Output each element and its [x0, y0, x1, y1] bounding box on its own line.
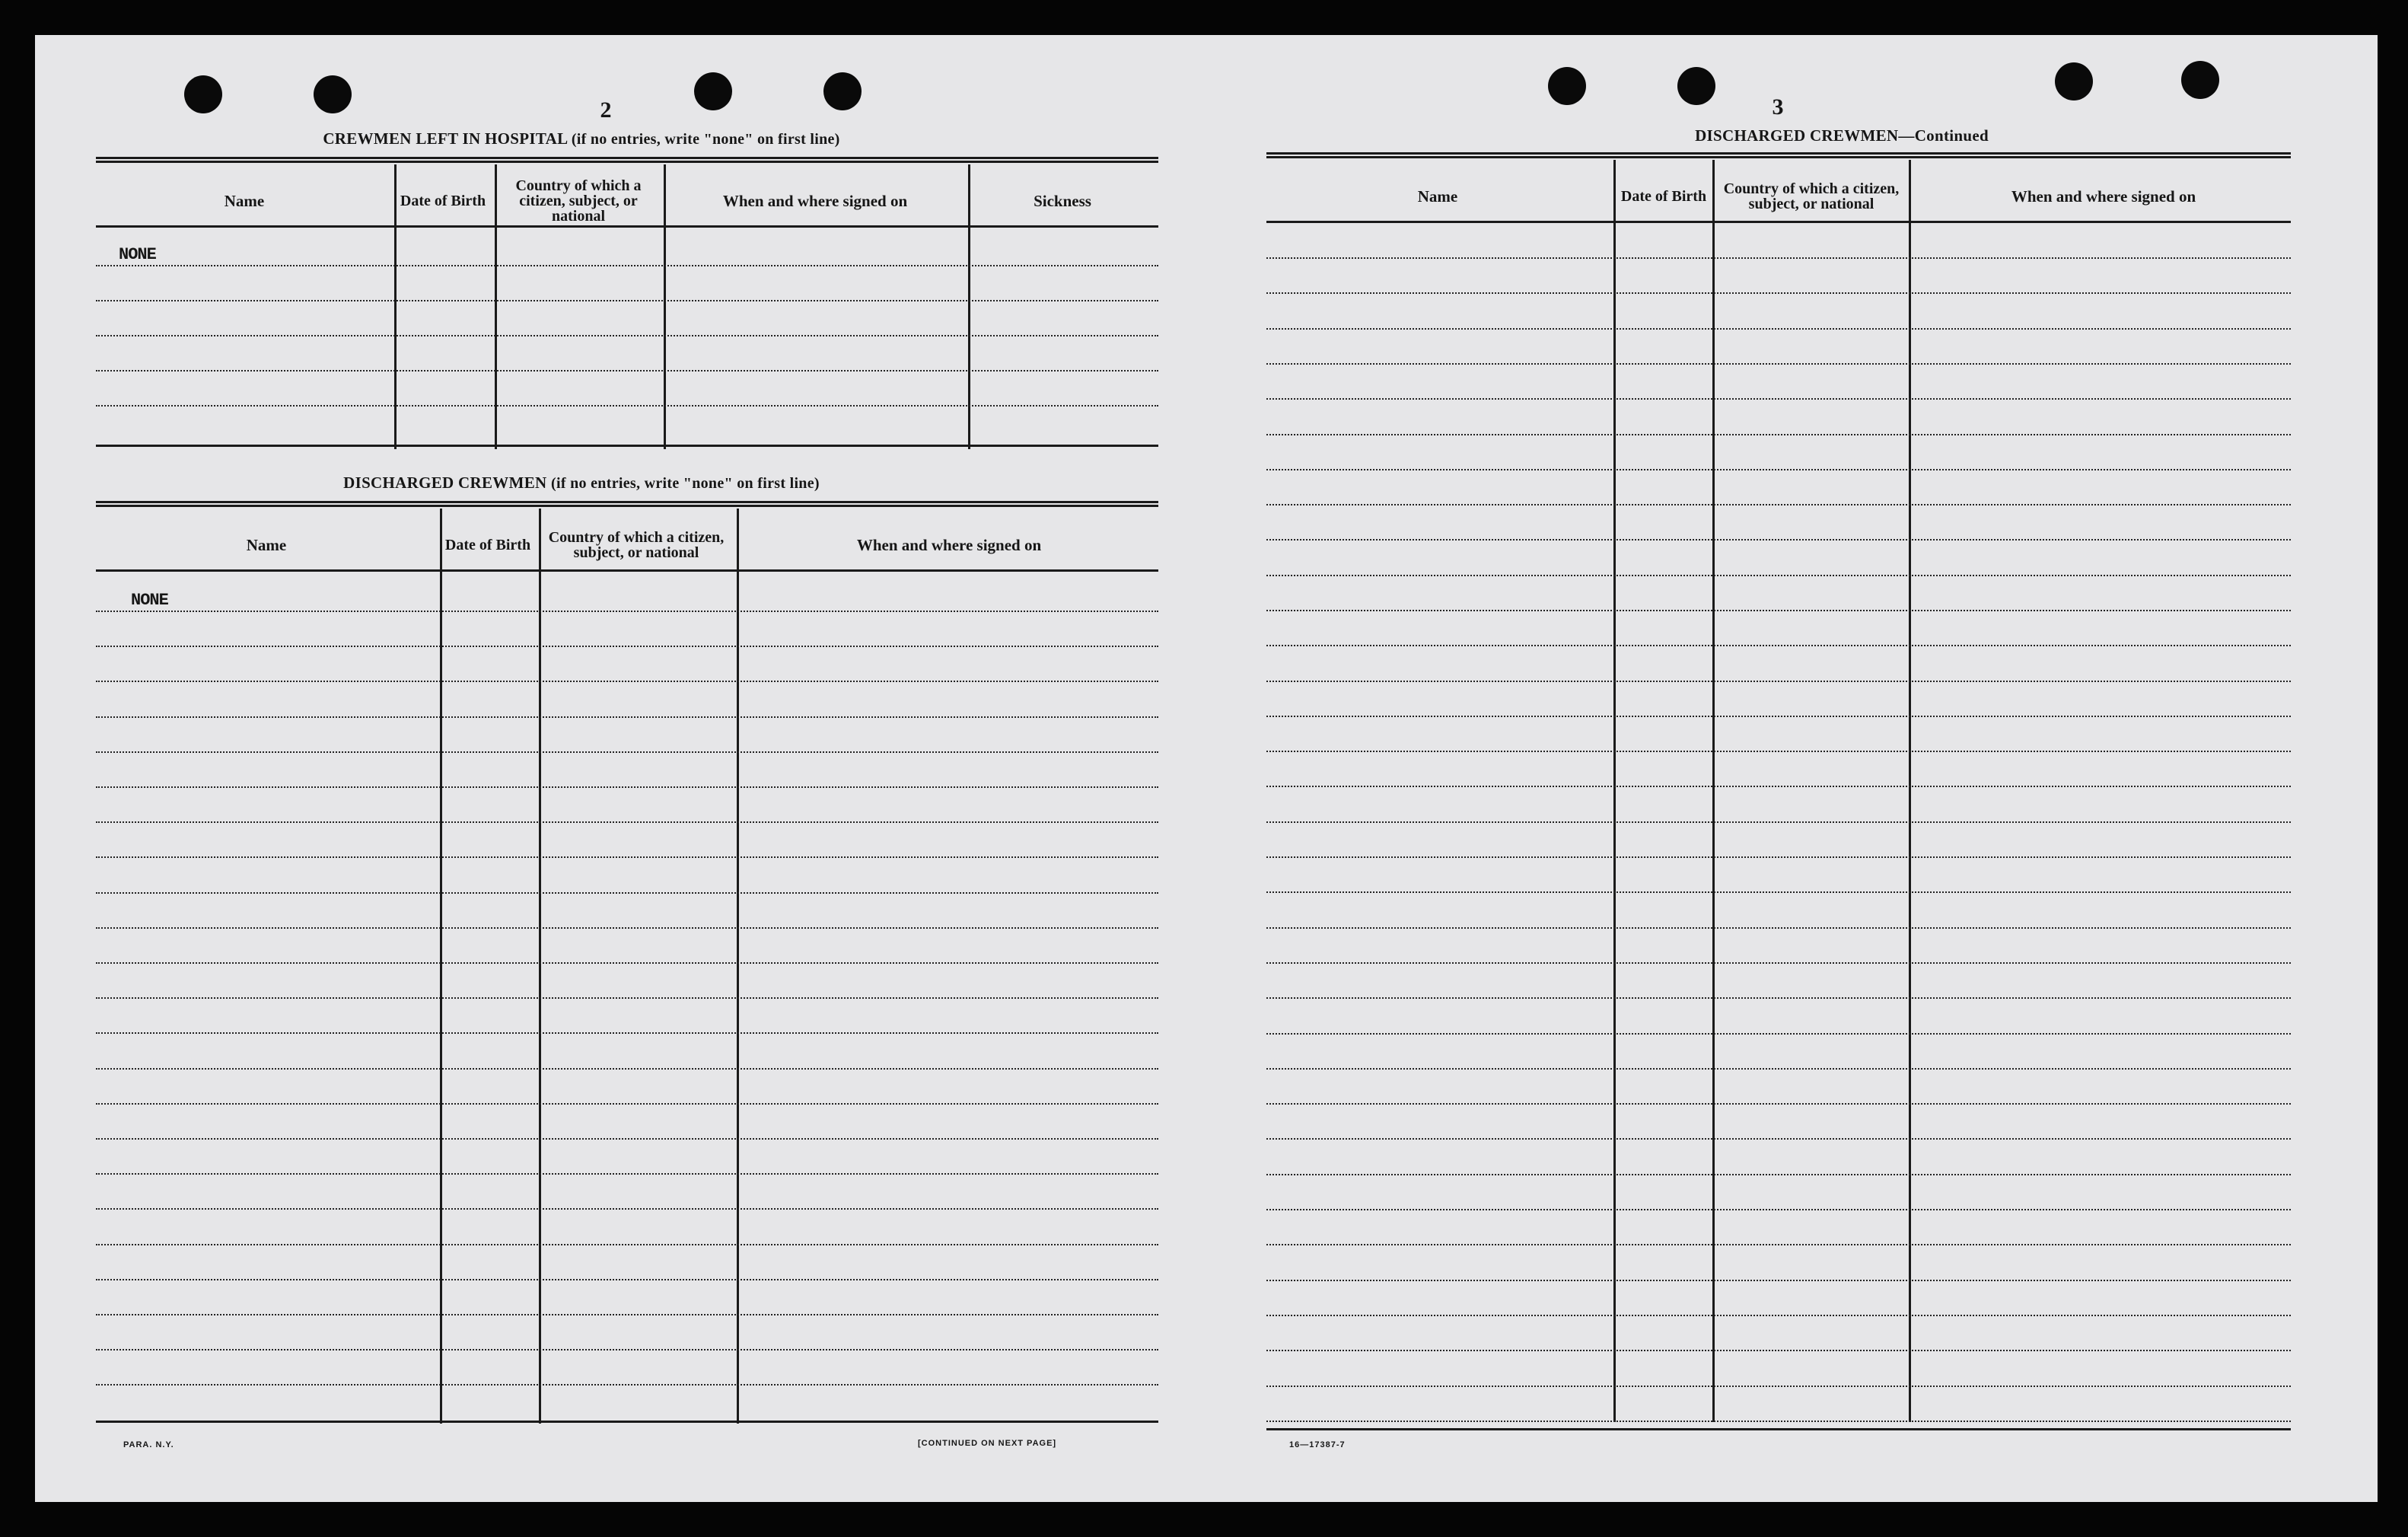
- ruled-line: [1266, 1315, 2291, 1316]
- continued-col-country: Country of which a citizen, subject, or national: [1723, 180, 1900, 212]
- ruled-line: [96, 681, 1158, 682]
- discharged-col-name: Name: [246, 536, 287, 554]
- ruled-line: [96, 892, 1158, 894]
- continued-header-rule: [1266, 152, 2291, 158]
- ruled-line: [1266, 575, 2291, 576]
- ruled-line: [96, 1208, 1158, 1210]
- ruled-line: [1266, 363, 2291, 365]
- ruled-line: [1266, 1209, 2291, 1210]
- printer-mark: PARA. N.Y.: [123, 1440, 174, 1449]
- continued-col-signed-on: When and where signed on: [2011, 187, 2196, 206]
- ruled-line: [96, 716, 1158, 718]
- hospital-title-text: CREWMEN LEFT IN HOSPITAL: [323, 129, 568, 148]
- continued-col-divider: [1909, 160, 1911, 1422]
- punch-hole: [1548, 67, 1586, 105]
- ruled-line: [1266, 257, 2291, 259]
- continued-note: [CONTINUED ON NEXT PAGE]: [918, 1439, 1057, 1448]
- continued-col-divider: [1613, 160, 1616, 1422]
- punch-hole: [314, 75, 352, 113]
- continued-col-divider: [1712, 160, 1715, 1422]
- ruled-line: [1266, 821, 2291, 823]
- ruled-line: [1266, 891, 2291, 893]
- ruled-line: [96, 265, 1158, 266]
- page-number: 2: [600, 97, 612, 123]
- ruled-line: [1266, 328, 2291, 330]
- continued-bottom-rule: [1266, 1428, 2291, 1430]
- continued-col-name: Name: [1417, 187, 1458, 206]
- form-number: 16—17387-7: [1289, 1440, 1346, 1449]
- discharged-header-rule: [96, 501, 1158, 507]
- ruled-line: [96, 1279, 1158, 1280]
- ruled-line: [1266, 610, 2291, 611]
- ruled-line: [96, 1103, 1158, 1105]
- hospital-col-country: Country of which a citizen, subject, or national: [515, 177, 642, 225]
- ruled-line: [1266, 1138, 2291, 1140]
- page-number: 3: [1772, 94, 1784, 120]
- ruled-line: [96, 927, 1158, 929]
- ruled-line: [1266, 786, 2291, 787]
- hospital-first-entry: NONE: [119, 245, 156, 264]
- ruled-line: [96, 300, 1158, 301]
- continued-col-dob: Date of Birth: [1620, 188, 1707, 205]
- punch-hole: [2181, 61, 2219, 99]
- ruled-line: [1266, 504, 2291, 505]
- ruled-line: [1266, 1386, 2291, 1387]
- ruled-line: [1266, 997, 2291, 999]
- ruled-line: [96, 821, 1158, 823]
- ruled-line: [96, 1384, 1158, 1386]
- discharged-title-text: DISCHARGED CREWMEN: [343, 474, 547, 492]
- left-form-page: [35, 35, 1206, 1502]
- ruled-line: [96, 405, 1158, 407]
- ruled-line: [1266, 645, 2291, 646]
- hospital-section-title: [111, 129, 1052, 148]
- ruled-line: [1266, 469, 2291, 470]
- ruled-line: [1266, 292, 2291, 294]
- ruled-line: [1266, 1244, 2291, 1245]
- ruled-line: [1266, 927, 2291, 929]
- discharged-col-dob: Date of Birth: [444, 537, 531, 553]
- ruled-line: [96, 786, 1158, 788]
- ruled-line: [1266, 1350, 2291, 1351]
- discharged-continued-title: DISCHARGED CREWMEN—Continued: [1695, 126, 1989, 145]
- discharged-col-country: Country of which a citizen, subject, or national: [548, 529, 725, 561]
- ruled-line: [96, 1173, 1158, 1175]
- ruled-line: [1266, 681, 2291, 682]
- discharged-header-bottom-rule: [96, 569, 1158, 572]
- ruled-line: [1266, 1280, 2291, 1281]
- discharged-first-entry: NONE: [131, 591, 168, 610]
- punch-hole: [823, 72, 862, 110]
- ruled-line: [96, 856, 1158, 858]
- ruled-line: [1266, 1103, 2291, 1105]
- ruled-line: [96, 370, 1158, 371]
- ruled-line: [96, 1244, 1158, 1245]
- ruled-line: [96, 1138, 1158, 1140]
- punch-hole: [2055, 62, 2093, 100]
- ruled-line: [1266, 962, 2291, 964]
- hospital-header-bottom-rule: [96, 225, 1158, 228]
- punch-hole: [184, 75, 222, 113]
- ruled-line: [1266, 1033, 2291, 1035]
- ruled-line: [96, 611, 1158, 612]
- ruled-line: [1266, 856, 2291, 858]
- hospital-col-signed-on: When and where signed on: [722, 192, 908, 210]
- ruled-line: [1266, 434, 2291, 435]
- ruled-line: [1266, 1421, 2291, 1422]
- discharged-section-title: [111, 474, 1052, 493]
- discharged-bottom-rule: [96, 1421, 1158, 1423]
- ruled-line: [1266, 751, 2291, 752]
- ruled-line: [1266, 716, 2291, 717]
- ruled-line: [1266, 539, 2291, 541]
- hospital-bottom-rule: [96, 445, 1158, 447]
- hospital-col-sickness: Sickness: [1034, 192, 1091, 210]
- hospital-title-note: (if no entries, write "none" on first line): [571, 131, 840, 148]
- ruled-line: [96, 1068, 1158, 1070]
- continued-header-bottom-rule: [1266, 221, 2291, 223]
- punch-hole: [694, 72, 732, 110]
- hospital-col-name: Name: [224, 192, 265, 210]
- hospital-col-dob: Date of Birth: [400, 193, 486, 209]
- discharged-col-signed-on: When and where signed on: [856, 536, 1042, 554]
- ruled-line: [96, 751, 1158, 753]
- ruled-line: [1266, 1068, 2291, 1070]
- ruled-line: [1266, 398, 2291, 400]
- ruled-line: [96, 1032, 1158, 1034]
- hospital-header-rule: [96, 157, 1158, 163]
- ruled-line: [96, 646, 1158, 647]
- ruled-line: [96, 962, 1158, 964]
- ruled-line: [96, 1349, 1158, 1350]
- ruled-line: [96, 1314, 1158, 1315]
- discharged-title-note: (if no entries, write "none" on first line): [551, 475, 820, 492]
- right-form-page: [1206, 35, 2378, 1502]
- ruled-line: [96, 335, 1158, 336]
- punch-hole: [1677, 67, 1715, 105]
- ruled-line: [1266, 1174, 2291, 1175]
- ruled-line: [96, 997, 1158, 999]
